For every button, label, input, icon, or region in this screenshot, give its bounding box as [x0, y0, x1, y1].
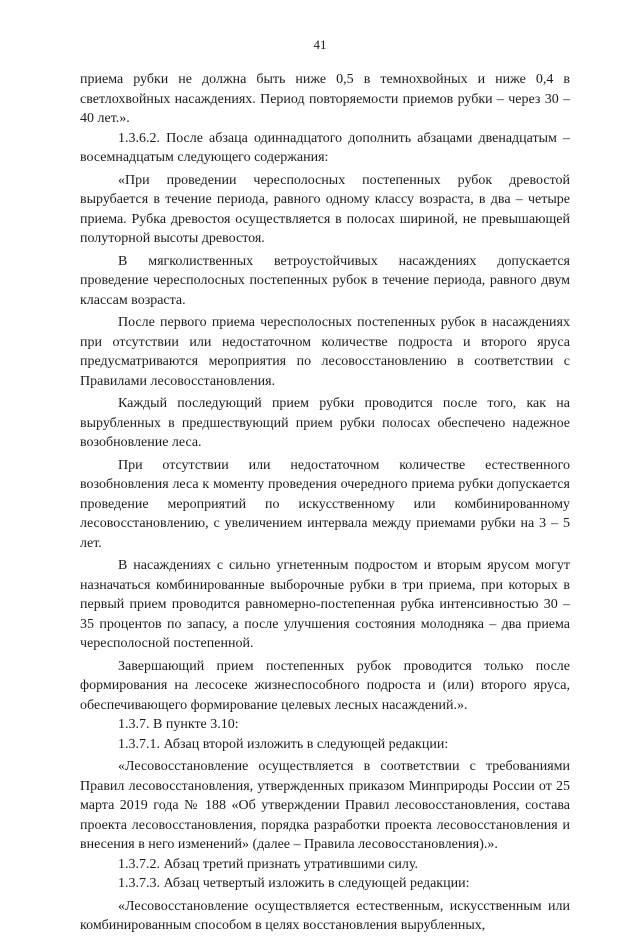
paragraph-item-1-3-7: 1.3.7. В пункте 3.10: — [118, 717, 239, 732]
paragraph-each-next: Каждый последующий прием рубки проводится после того, как на вырубленных в предшествующий прием рубки полосах обеспечено надежное возобновление леса. — [80, 396, 570, 450]
paragraph-item-1-3-7-2: 1.3.7.2. Абзац третий признать утратившими силу. — [118, 856, 419, 872]
paragraph-quote-start: «При проведении чересполосных постепенных рубок древостой вырубается в течение периода, равного одному классу возраста, в два – четыре приема. Рубка древостоя осуществляется в полосах шириной, не превышающей полуторной высоты древостоя. — [80, 172, 570, 246]
paragraph-final-cut: Завершающий прием постепенных рубок проводится только после формирования на лесосеке жизнеспособного подроста и (или) второго яруса, обеспечивающего формирование целевых лесных насаждений.». — [80, 658, 570, 713]
document-body — [80, 70, 570, 936]
paragraph-continuation: приема рубки не должна быть ниже 0,5 в темнохвойных и ниже 0,4 в светлохвойных насаждениях. Период повторяемости приемов рубки – через 30 – 40 лет.». — [80, 72, 570, 126]
page-number: 41 — [313, 37, 327, 52]
paragraph-after-first: После первого приема чересполосных постепенных рубок в насаждениях при отсутствии или недостаточном количестве подроста и второго яруса предусматриваются мероприятия по лесовосстановлению в соответствии с Правилами лесовосстановления. — [80, 315, 570, 389]
paragraph-item-1-3-7-3: 1.3.7.3. Абзац четвертый изложить в следующей редакции: — [118, 876, 470, 891]
paragraph-suppressed: В насаждениях с сильно угнетенным подростом и вторым ярусом могут назначаться комбинированные выборочные рубки в три приема, при которых в первый прием проводится равномерно-постепенная рубка интенсивностью 30 – 35 процентов по запасу, а после улучшения состояния молодняка – два приема чересполосной постепенной. — [80, 558, 570, 651]
paragraph-reforestation-methods: «Лесовосстановление осуществляется естественным, искусственным или комбинированным способом в целях восстановления вырубленных, — [80, 898, 570, 933]
paragraph-item-1-3-7-1: 1.3.7.1. Абзац второй изложить в следующей редакции: — [118, 736, 449, 752]
paragraph-reforestation-rules: «Лесовосстановление осуществляется в соответствии с требованиями Правил лесовосстановления, утвержденных приказом Минприроды России от 25 марта 2019 года № 188 «Об утверждении Правил лесовосстановления, состава проекта лесовосстановления, порядка разработки проекта лесовосстановления и внесения в него изменений» (далее – Правила лесовосстановления).». — [80, 759, 570, 852]
paragraph-softwood: В мягколиственных ветроустойчивых насаждениях допускается проведение чересполосных постепенных рубок в течение периода, равного двум классам возраста. — [80, 253, 570, 308]
paragraph-absence: При отсутствии или недостаточном количестве естественного возобновления леса к моменту проведения очередного приема рубки допускается проведение мероприятий по искусственному или комбинированному лесовосстановлению, с увеличением интервала между приемами рубки на 3 – 5 лет. — [80, 457, 570, 551]
paragraph-item-1-3-6-2: 1.3.6.2. После абзаца одиннадцатого дополнить абзацами двенадцатым – восемнадцатым следующего содержания: — [80, 130, 570, 165]
